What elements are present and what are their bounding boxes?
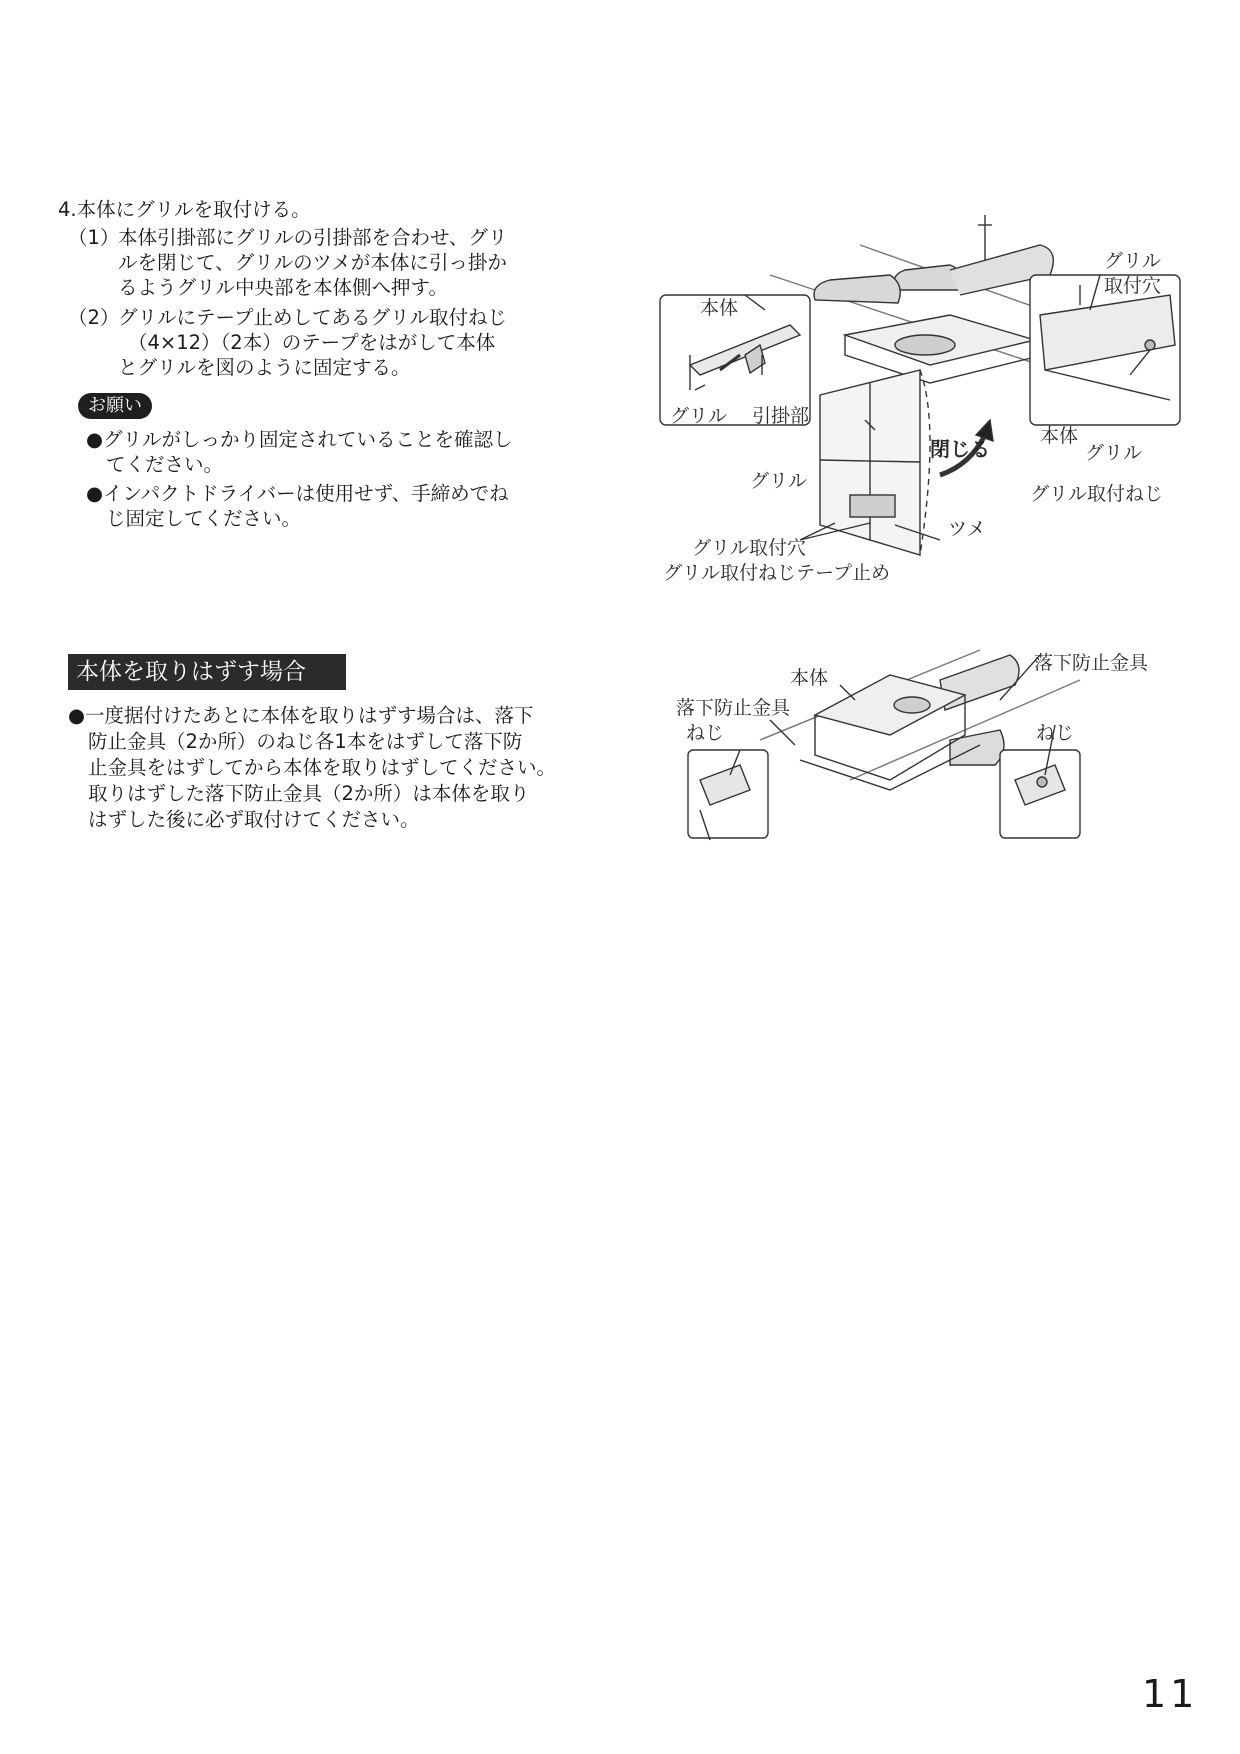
fig1-label-hikkake: 引掛部 — [752, 405, 810, 427]
step4-item1-text1: 本体引掛部にグリルの引掛部を合わせ、グリ — [118, 226, 508, 249]
fig2-label-bracket-left: 落下防止金具 — [676, 697, 791, 719]
fig1-label-hole-top-2: 取付穴 — [1104, 275, 1162, 297]
request-bullet1-line2: てください。 — [106, 453, 224, 476]
request-bullet1-line1: ●グリルがしっかり固定されていることを確認し — [86, 428, 513, 451]
removal-line3: 止金具をはずしてから本体を取りはずしてください。 — [88, 756, 557, 779]
step4-item2-num: （2） — [68, 306, 120, 329]
fig1-label-grille-left: グリル — [670, 405, 728, 427]
step4-item1-line1 — [68, 225, 507, 250]
fig1-label-screw: グリル取付ねじ — [1030, 483, 1164, 505]
step4-title: 4.本体にグリルを取付ける。 — [58, 198, 311, 221]
removal-line1: ●一度据付けたあとに本体を取りはずす場合は、落下 — [68, 704, 534, 727]
page-number: 11 — [1142, 1672, 1199, 1716]
fig1-label-hole-top-1: グリル — [1104, 250, 1162, 272]
step4-item2-line1 — [68, 305, 507, 330]
fig2-label-screw-right: ねじ — [1036, 722, 1075, 744]
fig2-label-hontai: 本体 — [790, 667, 829, 689]
step4-item1-num: （1） — [68, 226, 120, 249]
step4-item2-line2: （4×12）（2本）のテープをはがして本体 — [128, 331, 496, 354]
fig1-label-tsume: ツメ — [948, 518, 986, 540]
removal-line5: はずした後に必ず取付けてください。 — [88, 808, 420, 831]
fig2-label-bracket-right: 落下防止金具 — [1034, 652, 1149, 674]
removal-line2: 防止金具（2か所）のねじ各1本をはずして落下防 — [88, 730, 523, 753]
fig1-label-hole-bottom: グリル取付穴 — [692, 537, 807, 559]
fig1-label-grille-mid: グリル — [750, 470, 808, 492]
request-bullet2-line2: じ固定してください。 — [106, 507, 302, 530]
fig1-label-grille-right: グリル — [1085, 442, 1143, 464]
removal-line4: 取りはずした落下防止金具（2か所）は本体を取り — [88, 782, 530, 805]
step4-item2-text1: グリルにテープ止めしてあるグリル取付ねじ — [118, 306, 508, 329]
step4-item1-line3: るようグリル中央部を本体側へ押す。 — [118, 276, 448, 299]
step4-item2-line3: とグリルを図のように固定する。 — [118, 356, 411, 379]
request-bullet2-line1: ●インパクトドライバーは使用せず、手締めでね — [86, 482, 509, 505]
removal-heading: 本体を取りはずす場合 — [68, 654, 346, 690]
fig1-label-hontai: 本体 — [700, 297, 739, 319]
fig1-label-tape: グリル取付ねじテープ止め — [663, 562, 891, 584]
fig1-label-hontai-right: 本体 — [1040, 425, 1079, 447]
request-badge: お願い — [78, 393, 152, 419]
fig2-label-screw-left: ねじ — [686, 722, 725, 744]
fig1-label-close: 閉じる — [930, 437, 990, 461]
step4-item1-line2: ルを閉じて、グリルのツメが本体に引っ掛か — [118, 251, 507, 274]
